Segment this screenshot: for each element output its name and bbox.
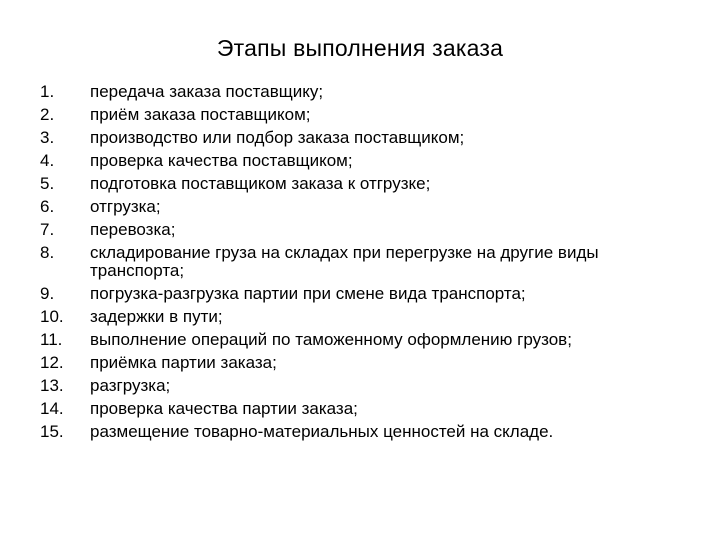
list-item bbox=[40, 420, 680, 443]
step-number: 14. bbox=[40, 399, 64, 418]
step-number: 10. bbox=[40, 307, 64, 326]
list-item bbox=[40, 103, 680, 126]
step-text: проверка качества партии заказа; bbox=[90, 398, 358, 418]
step-text: отгрузка; bbox=[90, 196, 161, 216]
step-text: погрузка-разгрузка партии при смене вида транспорта; bbox=[90, 283, 526, 303]
step-number: 12. bbox=[40, 353, 64, 372]
step-number: 7. bbox=[40, 220, 55, 239]
list-item bbox=[40, 328, 680, 351]
step-text: производство или подбор заказа поставщиком; bbox=[90, 127, 465, 147]
list-item bbox=[40, 282, 680, 305]
list-item bbox=[40, 374, 680, 397]
step-text: разгрузка; bbox=[90, 375, 171, 395]
list-item bbox=[40, 172, 680, 195]
step-number: 8. bbox=[40, 243, 55, 262]
list-item bbox=[40, 351, 680, 374]
list-item bbox=[40, 195, 680, 218]
step-number: 1. bbox=[40, 82, 55, 101]
step-text: задержки в пути; bbox=[90, 306, 223, 326]
list-item bbox=[40, 126, 680, 149]
step-text: проверка качества поставщиком; bbox=[90, 150, 353, 170]
steps-list bbox=[40, 80, 680, 443]
step-number: 3. bbox=[40, 128, 55, 147]
step-number: 2. bbox=[40, 105, 55, 124]
step-number: 9. bbox=[40, 284, 55, 303]
step-text: выполнение операций по таможенному оформлению грузов; bbox=[90, 329, 572, 349]
step-number: 4. bbox=[40, 151, 55, 170]
list-item bbox=[40, 241, 680, 282]
step-text: подготовка поставщиком заказа к отгрузке; bbox=[90, 173, 431, 193]
step-number: 11. bbox=[40, 330, 63, 349]
step-text: перевозка; bbox=[90, 219, 176, 239]
step-number: 6. bbox=[40, 197, 55, 216]
step-text: приём заказа поставщиком; bbox=[90, 104, 311, 124]
step-text: складирование груза на складах при перегрузке на другие виды транспорта; bbox=[90, 242, 599, 280]
step-number: 5. bbox=[40, 174, 55, 193]
list-item bbox=[40, 149, 680, 172]
step-text: размещение товарно-материальных ценностей на складе. bbox=[90, 421, 554, 441]
step-text: передача заказа поставщику; bbox=[90, 81, 324, 101]
list-item bbox=[40, 397, 680, 420]
list-item bbox=[40, 80, 680, 103]
list-item bbox=[40, 305, 680, 328]
slide-title: Этапы выполнения заказа bbox=[216, 35, 504, 61]
step-number: 13. bbox=[40, 376, 64, 395]
step-text: приёмка партии заказа; bbox=[90, 352, 277, 372]
step-number: 15. bbox=[40, 422, 64, 441]
list-item bbox=[40, 218, 680, 241]
